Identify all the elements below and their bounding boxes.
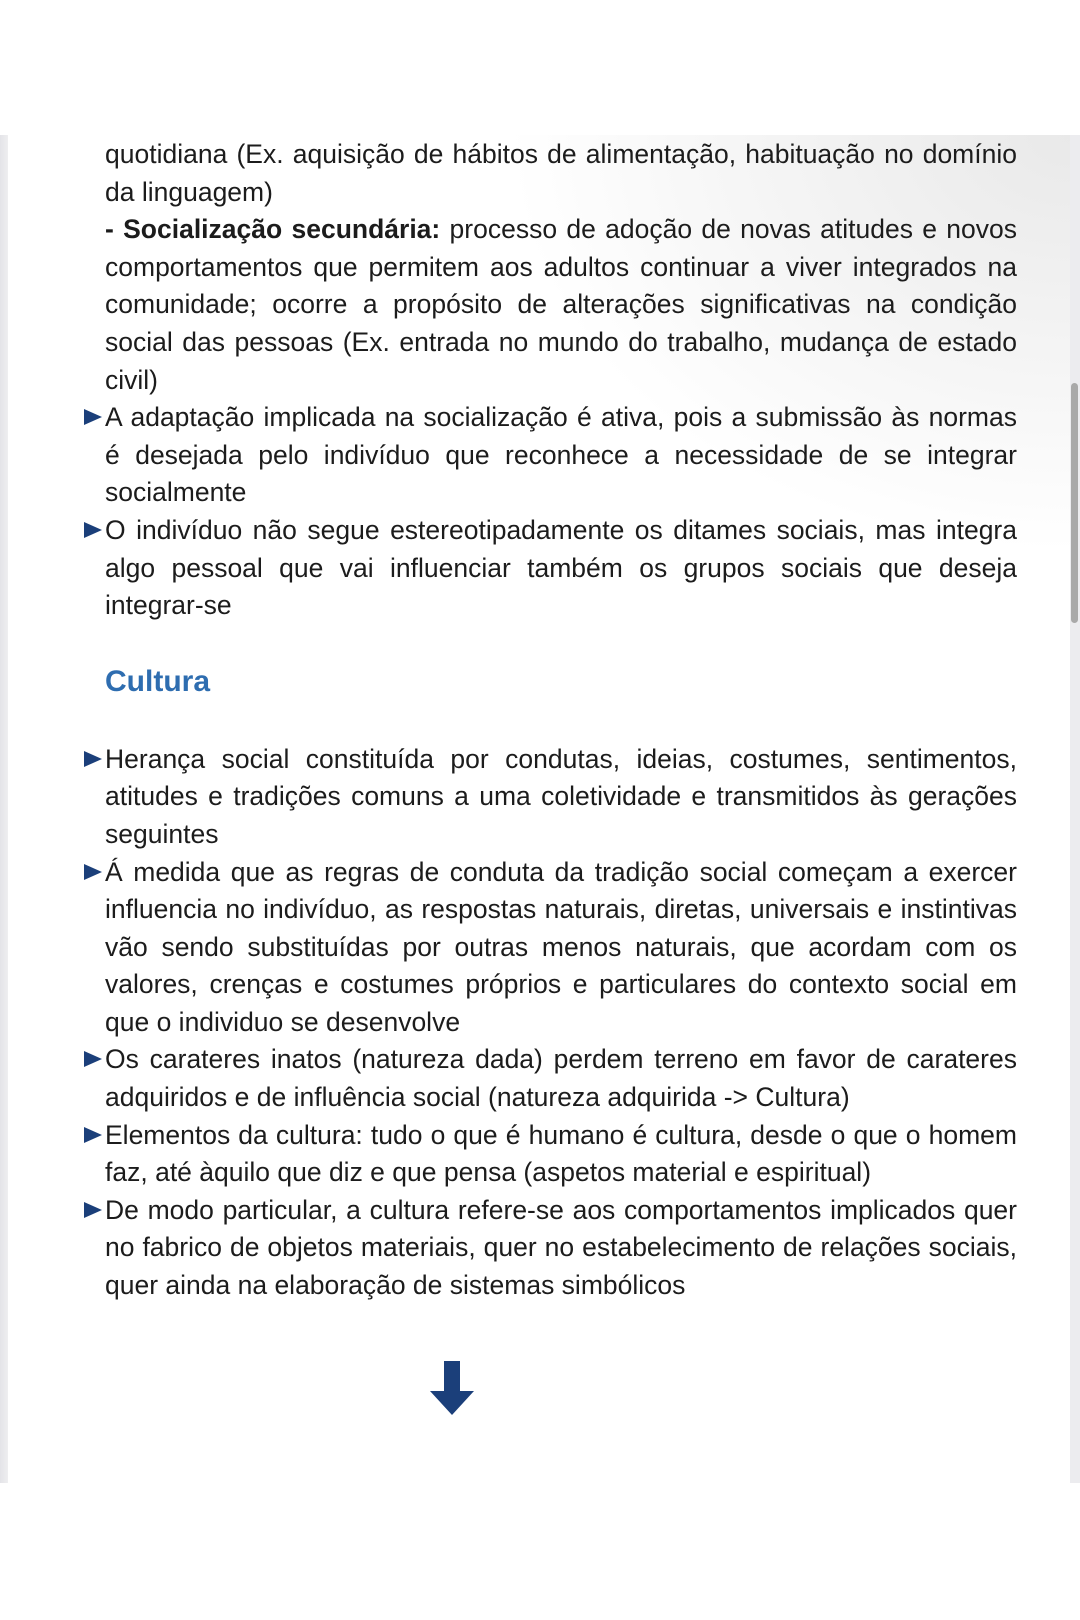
section-heading-cultura: Cultura [105,664,210,698]
slide-page [8,135,1070,1483]
secondary-socialization-text: processo de adoção de novas atitudes e novos comportamentos que permitem aos adultos continuar a viver integrados na comunidade; ocorre a propósito de alterações significativas na condição social das pessoas (Ex. entrada no mundo do trabalho, mudança de estado civil) [105,214,1017,395]
bullet-text: De modo particular, a cultura refere-se aos comportamentos implicados quer no fabrico de objetos materiais, quer no estabelecimento de relações sociais, quer ainda na elaboração de sistemas simbólicos [105,1194,1017,1301]
document-viewer [0,135,1080,1483]
triangle-right-icon [84,1202,102,1218]
scrollbar-thumb[interactable] [1071,383,1078,623]
arrow-down-icon [428,1361,476,1417]
bullet-text: Á medida que as regras de conduta da tradição social começam a exercer influencia no indivíduo, as respostas naturais, diretas, universais e instintivas vão sendo substituídas por outras menos naturais, que acordam com os valores, crenças e costumes próprios e particulares do contexto social em que o individuo se desenvolve [105,856,1017,1037]
list-item [105,1192,1017,1305]
left-border [0,135,8,1483]
bullet-text: Elementos da cultura: tudo o que é humano é cultura, desde o que o homem faz, até àquilo que diz e que pensa (aspetos material e espiritual) [105,1119,1017,1188]
triangle-right-icon [84,409,102,425]
list-item [105,399,1017,512]
bullet-text: Os carateres inatos (natureza dada) perdem terreno em favor de carateres adquiridos e de influência social (natureza adquirida -> Cultura) [105,1044,1017,1113]
list-item [105,854,1017,1042]
bullet-text: A adaptação implicada na socialização é ativa, pois a submissão às normas é desejada pelo indivíduo que reconhece a necessidade de se integrar socialmente [105,402,1017,508]
primary-socialization-continuation: quotidiana (Ex. aquisição de hábitos de alimentação, habituação no domínio da linguagem) [105,139,1017,207]
secondary-socialization-label: - Socialização secundária: [105,214,441,245]
triangle-right-icon [84,1127,102,1143]
list-item [105,1041,1017,1116]
triangle-right-icon [84,751,102,767]
bullet-text: O indivíduo não segue estereotipadamente os ditames sociais, mas integra algo pessoal que vai influenciar também os grupos sociais que deseja integrar-se [105,514,1017,621]
bullet-text: Herança social constituída por condutas, ideias, costumes, sentimentos, atitudes e tradições comuns a uma coletividade e transmitidos às gerações seguintes [105,743,1017,849]
triangle-right-icon [84,522,102,538]
secondary-socialization-paragraph [105,211,1017,399]
list-item [105,741,1017,854]
triangle-right-icon [84,1051,102,1067]
slide-content [105,135,1017,1305]
list-item [105,1117,1017,1192]
triangle-right-icon [84,864,102,880]
vertical-scrollbar[interactable] [1070,135,1080,1483]
list-item [105,512,1017,625]
